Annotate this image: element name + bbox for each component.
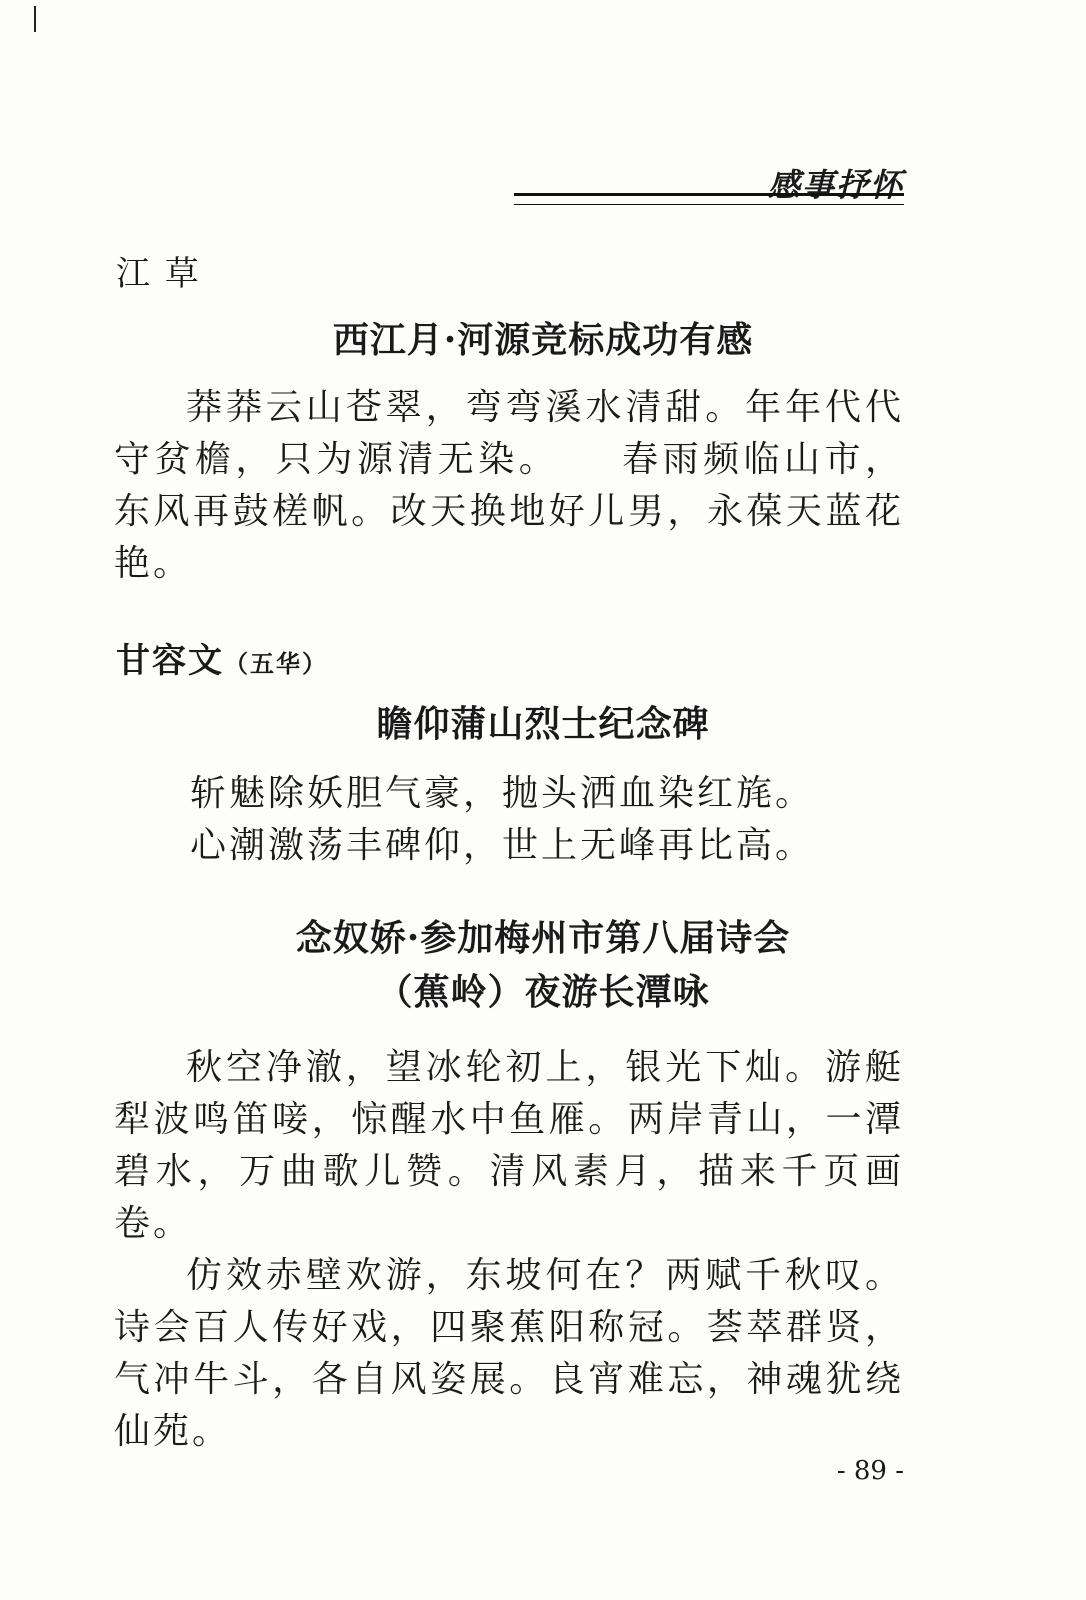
running-head: 感事抒怀	[767, 166, 904, 204]
poem-title-1: 西江月·河源竞标成功有感	[332, 319, 754, 361]
scan-edge-mark	[34, 6, 36, 32]
author-jiang-cao: 江 草	[116, 254, 201, 294]
poem-title-2: 瞻仰蒲山烈士纪念碑	[376, 703, 710, 745]
author-name: 甘容文	[116, 641, 224, 681]
author-gan-rongwen	[116, 633, 328, 682]
poem-title-3-line1: 念奴娇·参加梅州市第八届诗会	[295, 917, 791, 959]
poem-body-3	[114, 1042, 904, 1458]
poem-body-1	[114, 382, 904, 590]
header-rule	[514, 193, 904, 205]
poem-body-2	[190, 768, 814, 872]
poem-title-3-line2: （蕉岭）夜游长潭咏	[376, 971, 710, 1013]
poem-1-paragraph: 莽莽云山苍翠，弯弯溪水清甜。年年代代守贫檐，只为源清无染。 春雨频临山市，东风再鼓槎帆。改天换地好儿男，永葆天蓝花艳。	[114, 387, 904, 584]
verse-line: 斩魅除妖胆气豪，抛头洒血染红旄。	[190, 773, 815, 814]
poem-3-paragraph-1: 秋空净澈，望冰轮初上，银光下灿。游艇犁波鸣笛唼，惊醒水中鱼雁。两岸青山，一潭碧水，万曲歌儿赞。清风素月，描来千页画卷。	[114, 1047, 904, 1244]
author-note: （五华）	[224, 649, 328, 678]
poem-3-paragraph-2: 仿效赤壁欢游，东坡何在？两赋千秋叹。诗会百人传好戏，四聚蕉阳称冠。荟萃群贤，气冲牛斗，各自风姿展。良宵难忘，神魂犹绕仙苑。	[114, 1255, 904, 1452]
page-number: - 89 -	[836, 1456, 904, 1486]
verse-line: 心潮激荡丰碑仰，世上无峰再比高。	[190, 825, 815, 866]
